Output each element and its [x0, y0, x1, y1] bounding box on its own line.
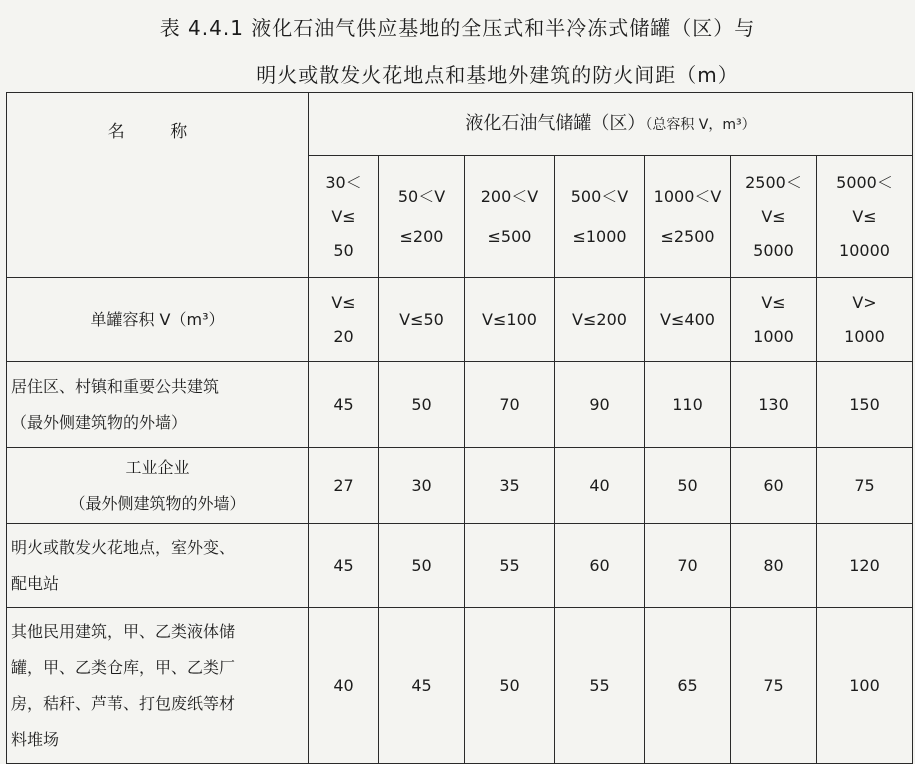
distance-value: 50 — [645, 448, 731, 524]
table-row — [7, 448, 913, 524]
single-tank-value-6-line: V≤ — [761, 292, 786, 312]
table-title-line2: 明火或散发火花地点和基地外建筑的防火间距（m） — [256, 63, 739, 87]
row-name — [7, 362, 309, 448]
range-header-6-line: V≤ — [761, 206, 786, 226]
distance-value: 45 — [309, 362, 379, 448]
name-header: 名 称 — [7, 93, 309, 278]
single-tank-value-6-line: 1000 — [753, 326, 794, 346]
single-tank-value-6 — [731, 278, 817, 362]
row-name-line: 工业企业 — [125, 457, 190, 477]
distance-value: 45 — [309, 524, 379, 608]
single-tank-value-4 — [555, 278, 645, 362]
row-name-line: （最外侧建筑物的外墙） — [11, 412, 188, 432]
storage-group-note: （总容积 V，m³） — [645, 116, 756, 133]
distance-value: 27 — [309, 448, 379, 524]
range-header-5-line: ≤2500 — [660, 226, 715, 246]
storage-group-header — [309, 93, 913, 156]
single-tank-value-4-line: V≤200 — [572, 309, 627, 329]
distance-value: 100 — [817, 608, 913, 764]
single-tank-value-1-line: 20 — [333, 326, 354, 346]
distance-value: 50 — [379, 524, 465, 608]
distance-value: 45 — [379, 608, 465, 764]
table-row — [7, 524, 913, 608]
distance-value: 40 — [309, 608, 379, 764]
spacing-table — [6, 92, 913, 764]
row-name — [7, 608, 309, 764]
distance-value: 60 — [555, 524, 645, 608]
row-name-line: 罐，甲、乙类仓库，甲、乙类厂 — [11, 657, 236, 677]
row-name-line: （最外侧建筑物的外墙） — [69, 493, 246, 513]
distance-value: 110 — [645, 362, 731, 448]
range-header-5 — [645, 156, 731, 278]
distance-value: 55 — [555, 608, 645, 764]
row-name-line: 房，秸秆、芦苇、打包废纸等材 — [11, 693, 236, 713]
single-tank-value-3-line: V≤100 — [482, 309, 537, 329]
range-header-4 — [555, 156, 645, 278]
single-tank-value-2-line: V≤50 — [399, 309, 444, 329]
range-header-1-line: V≤ — [331, 206, 356, 226]
storage-group-label: 液化石油气储罐（区） — [465, 112, 646, 134]
distance-value: 130 — [731, 362, 817, 448]
range-header-7-line: 5000＜ — [836, 172, 893, 192]
single-tank-value-3 — [465, 278, 555, 362]
distance-value: 120 — [817, 524, 913, 608]
distance-value: 75 — [817, 448, 913, 524]
single-tank-value-7-line: 1000 — [844, 326, 885, 346]
single-tank-row — [7, 278, 913, 362]
row-name-line: 料堆场 — [11, 729, 60, 749]
range-header-7 — [817, 156, 913, 278]
distance-value: 70 — [645, 524, 731, 608]
row-name-line: 配电站 — [11, 573, 60, 593]
range-header-3-line: 200＜V — [480, 186, 539, 206]
distance-value: 80 — [731, 524, 817, 608]
range-header-7-line: 10000 — [839, 240, 890, 260]
range-header-4-line: 500＜V — [570, 186, 629, 206]
range-header-2-line: ≤200 — [399, 226, 444, 246]
table-title-line1: 表 4.4.1 液化石油气供应基地的全压式和半冷冻式储罐（区）与 — [159, 16, 756, 40]
row-name-line: 明火或散发火花地点，室外变、 — [11, 537, 236, 557]
single-tank-label: 单罐容积 V（m³） — [7, 278, 309, 362]
distance-value: 70 — [465, 362, 555, 448]
single-tank-value-7 — [817, 278, 913, 362]
single-tank-value-5 — [645, 278, 731, 362]
range-header-2-line: 50＜V — [397, 186, 446, 206]
range-header-3-line: ≤500 — [487, 226, 532, 246]
single-tank-value-2 — [379, 278, 465, 362]
table-row — [7, 608, 913, 764]
range-header-7-line: V≤ — [852, 206, 877, 226]
range-header-6 — [731, 156, 817, 278]
single-tank-value-7-line: V> — [852, 292, 877, 312]
distance-value: 65 — [645, 608, 731, 764]
header-row-group — [7, 93, 913, 156]
range-header-6-line: 5000 — [753, 240, 794, 260]
distance-value: 50 — [465, 608, 555, 764]
single-tank-value-1 — [309, 278, 379, 362]
range-header-6-line: 2500＜ — [745, 172, 802, 192]
row-name — [7, 448, 309, 524]
range-header-5-line: 1000＜V — [653, 186, 722, 206]
distance-value: 150 — [817, 362, 913, 448]
distance-value: 55 — [465, 524, 555, 608]
range-header-1 — [309, 156, 379, 278]
distance-value: 75 — [731, 608, 817, 764]
distance-value: 50 — [379, 362, 465, 448]
single-tank-value-5-line: V≤400 — [660, 309, 715, 329]
row-name — [7, 524, 309, 608]
range-header-1-line: 30＜ — [325, 172, 362, 192]
range-header-4-line: ≤1000 — [572, 226, 627, 246]
distance-value: 60 — [731, 448, 817, 524]
row-name-line: 居住区、村镇和重要公共建筑 — [11, 376, 220, 396]
distance-value: 90 — [555, 362, 645, 448]
row-name-line: 其他民用建筑，甲、乙类液体储 — [11, 621, 236, 641]
table-row — [7, 362, 913, 448]
distance-value: 35 — [465, 448, 555, 524]
range-header-1-line: 50 — [333, 240, 354, 260]
range-header-3 — [465, 156, 555, 278]
distance-value: 40 — [555, 448, 645, 524]
single-tank-value-1-line: V≤ — [331, 292, 356, 312]
distance-value: 30 — [379, 448, 465, 524]
range-header-2 — [379, 156, 465, 278]
